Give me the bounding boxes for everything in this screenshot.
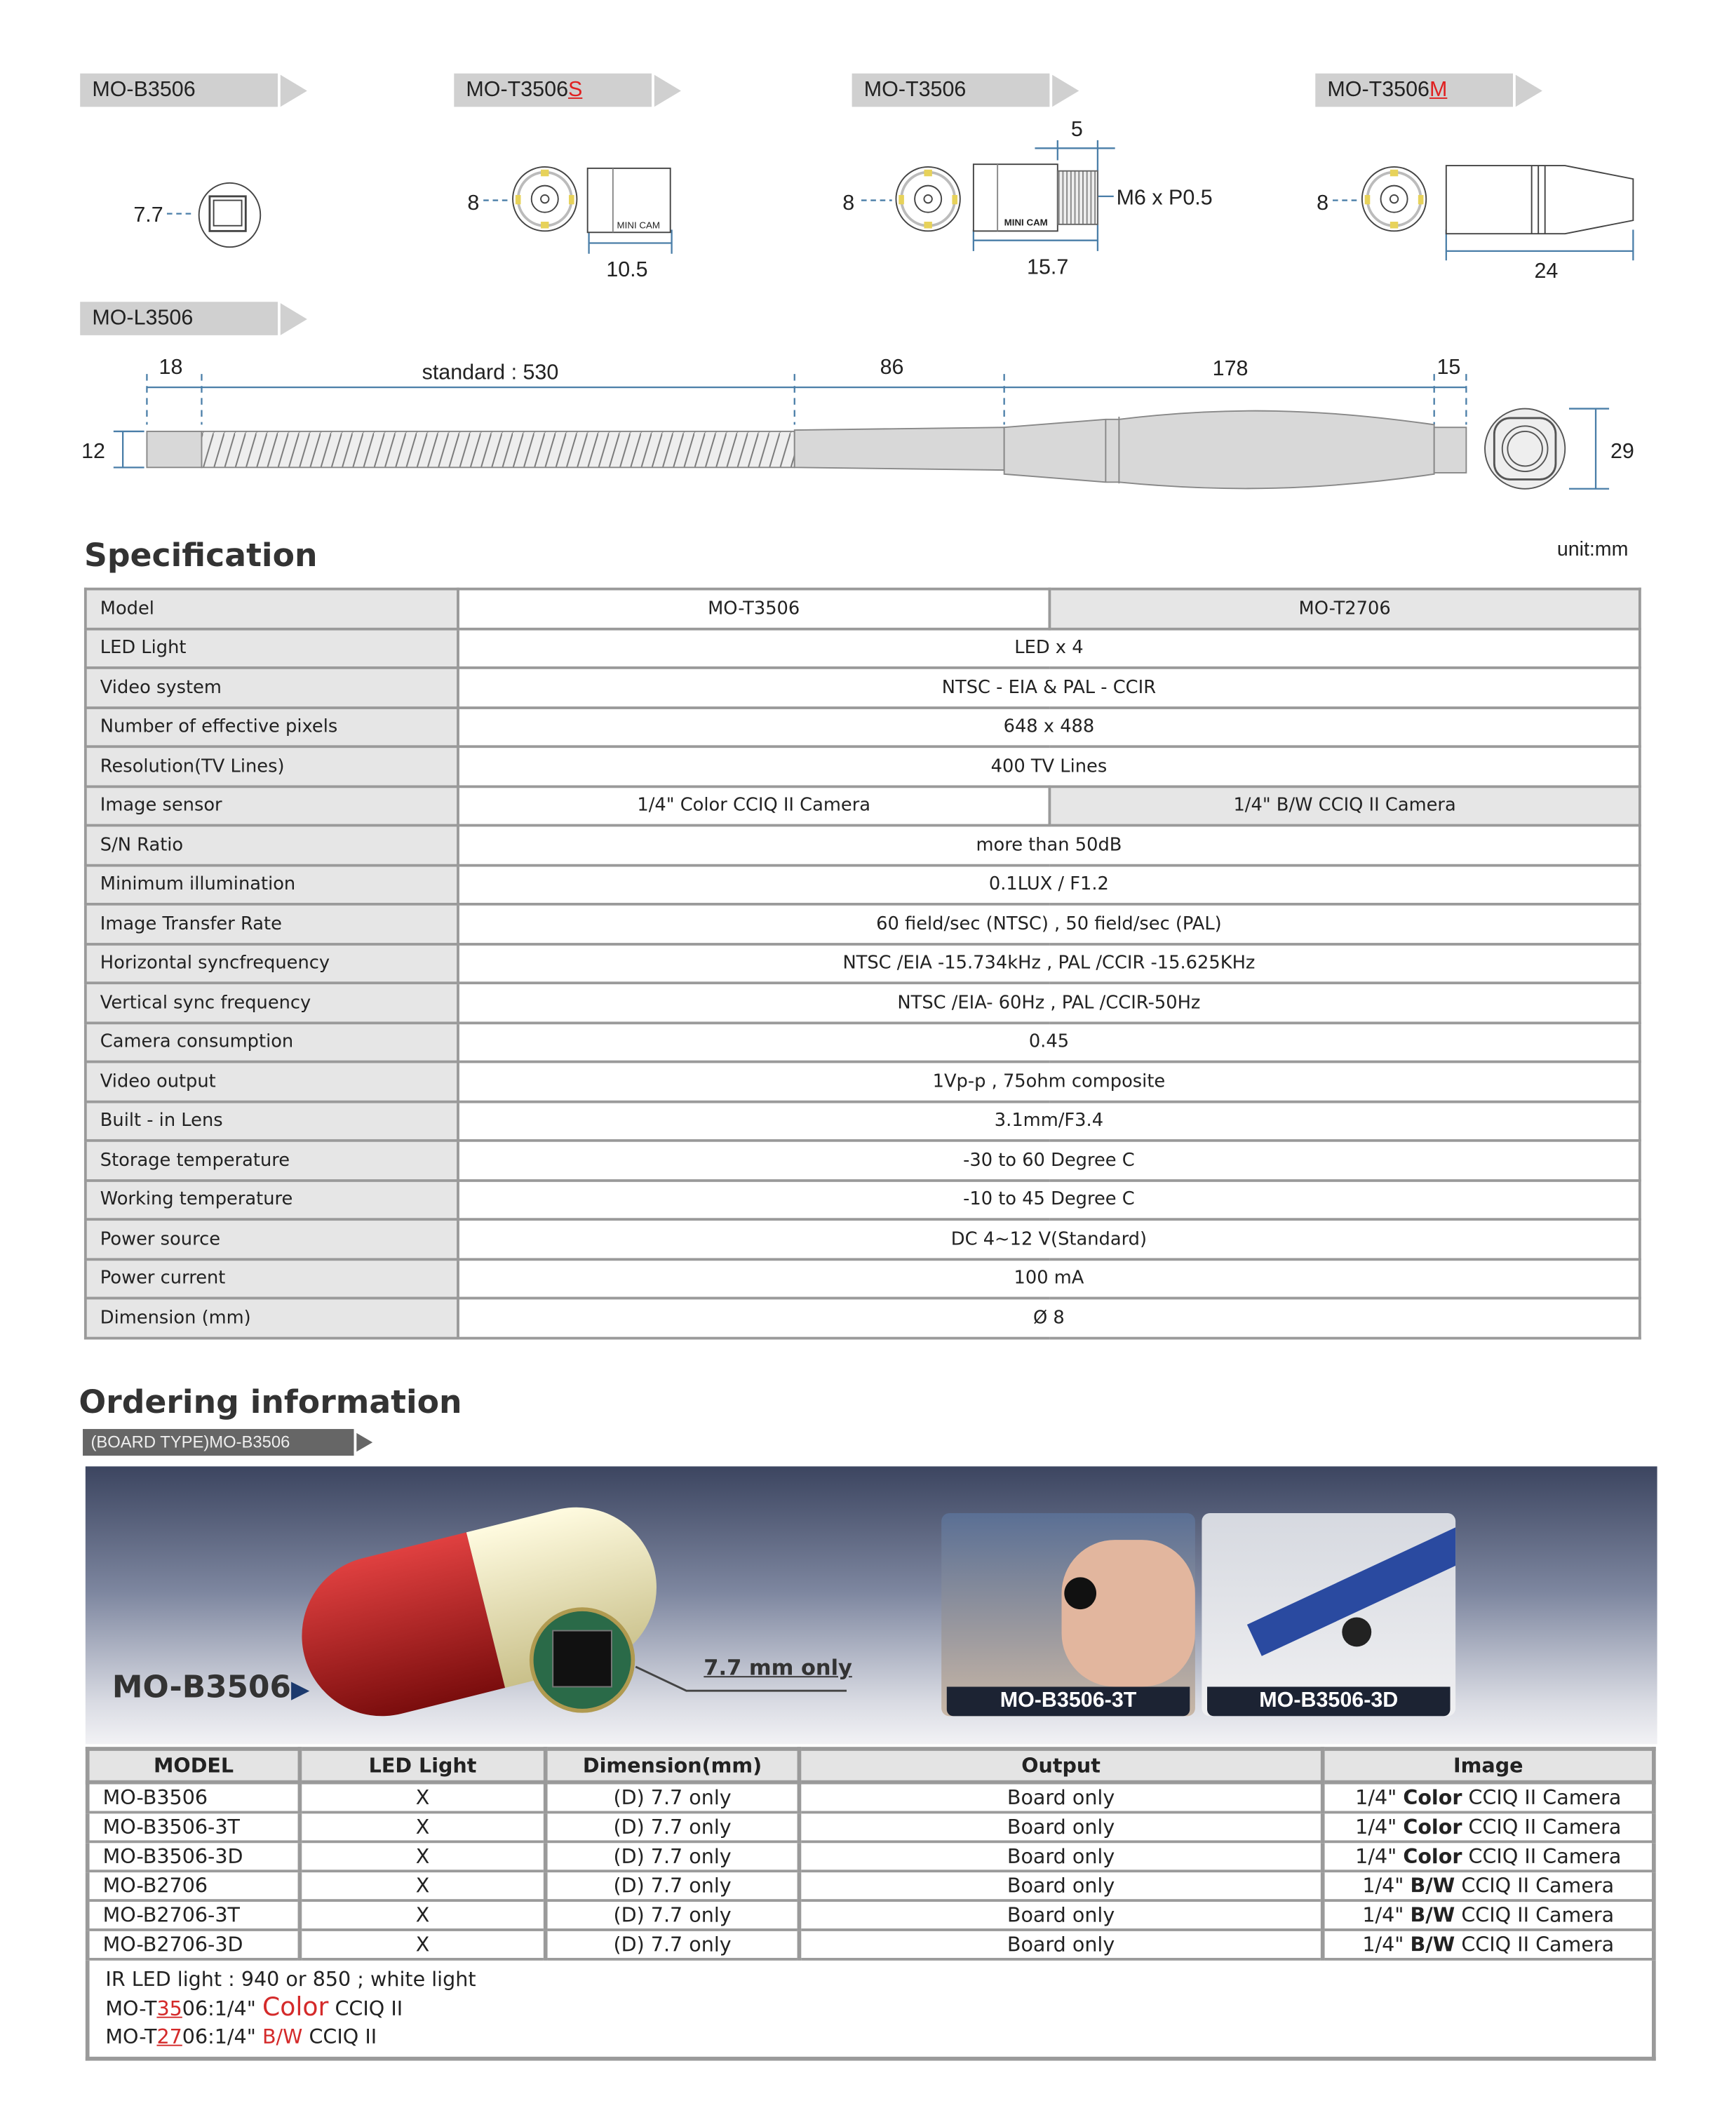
dim-face: 8 (1317, 190, 1329, 215)
model-tag-l3506: MO-L3506 (80, 302, 307, 335)
photo-b3506-3d: MO-B3506-3D (1202, 1513, 1455, 1716)
ordering-notes (86, 1961, 1656, 2061)
dimension-drawings (0, 0, 1736, 521)
ordering-title: Ordering information (79, 1383, 462, 1421)
table-row: Image sensor 1/4" Color CCIQ II Camera 1/4" B/W CCIQ II Camera (86, 786, 1640, 825)
dim-end-face: 29 (1610, 439, 1634, 464)
note-color: MO-T3506:1/4" Color CCIQ II (105, 1992, 403, 2022)
dim-gooseneck: standard : 530 (422, 360, 559, 384)
body-print: MINI CAM (1004, 217, 1048, 228)
table-row: Vertical sync frequency NTSC /EIA- 60Hz , PAL /CCIR-50Hz (86, 983, 1640, 1022)
table-row: Video system NTSC - EIA & PAL - CCIR (86, 668, 1640, 707)
table-row: Working temperature -10 to 45 Degree C (86, 1180, 1640, 1219)
table-row: Storage temperature -30 to 60 Degree C (86, 1141, 1640, 1180)
dim-face: 8 (467, 190, 480, 215)
note-bw: MO-T2706:1/4" B/W CCIQ II (105, 2025, 377, 2049)
unit-label: unit:mm (1556, 538, 1629, 561)
table-row: Number of effective pixels 648 x 488 (86, 707, 1640, 746)
model-tag-t3506: MO-T3506 (852, 74, 1079, 107)
table-row: MO-B3506-3T X (D) 7.7 only Board only 1/4" Color CCIQ II Camera (88, 1812, 1654, 1841)
table-row: MO-B2706-3T X (D) 7.7 only Board only 1/4" B/W CCIQ II Camera (88, 1900, 1654, 1929)
table-row: Dimension (mm) Ø 8 (86, 1298, 1640, 1337)
dim-thread: 5 (1070, 117, 1083, 142)
finger-image (1062, 1540, 1195, 1686)
body-print: MINI CAM (617, 220, 660, 231)
banner-model: MO-B3506▶ (112, 1670, 310, 1706)
size-note: 7.7 mm only (704, 1654, 852, 1680)
table-row: Horizontal syncfrequency NTSC /EIA -15.734kHz , PAL /CCIR -15.625KHz (86, 944, 1640, 983)
table-row: Model MO-T3506 MO-T2706 (86, 589, 1640, 629)
dim-neck: 86 (880, 355, 904, 380)
table-row: LED Light LED x 4 (86, 629, 1640, 668)
board-type-badge: (BOARD TYPE)MO-B3506 (83, 1429, 372, 1456)
model-tag-b3506: MO-B3506 (80, 74, 307, 107)
arrow-icon (356, 1433, 372, 1452)
dim-length: 10.5 (606, 257, 648, 282)
thread-spec: M6 x P0.5 (1116, 185, 1213, 210)
table-row: MO-B3506 X (D) 7.7 only Board only 1/4" Color CCIQ II Camera (88, 1783, 1654, 1812)
dim-length: 24 (1534, 258, 1559, 283)
dim-end: 15 (1436, 355, 1461, 380)
tag-text: MO-T3506 (466, 79, 569, 102)
table-row: S/N Ratio more than 50dB (86, 826, 1640, 865)
table-row: Image Transfer Rate 60 field/sec (NTSC) , 50 field/sec (PAL) (86, 904, 1640, 944)
table-header: MODEL LED Light Dimension(mm) Output Image (88, 1749, 1654, 1783)
ordering-table (86, 1747, 1656, 1960)
tag-suffix: S (568, 79, 583, 102)
table-row: MO-B2706-3D X (D) 7.7 only Board only 1/4" B/W CCIQ II Camera (88, 1929, 1654, 1959)
spec-title: Specification (83, 537, 318, 575)
tag-text: MO-T3506 (1327, 79, 1429, 102)
dim-diameter: 12 (81, 439, 106, 464)
table-row: Power current 100 mA (86, 1258, 1640, 1298)
table-row: MO-B2706 X (D) 7.7 only Board only 1/4" B/W CCIQ II Camera (88, 1870, 1654, 1900)
dim-face: 7.7 (133, 203, 163, 227)
table-row: Video output 1Vp-p , 75ohm composite (86, 1062, 1640, 1101)
dim-handle: 178 (1212, 356, 1249, 380)
table-row: MO-B3506-3D X (D) 7.7 only Board only 1/4" Color CCIQ II Camera (88, 1841, 1654, 1870)
table-row: Built - in Lens 3.1mm/F3.4 (86, 1101, 1640, 1141)
table-row: Minimum illumination 0.1LUX / F1.2 (86, 865, 1640, 904)
dim-face: 8 (842, 190, 855, 215)
photo-b3506-3t: MO-B3506-3T (941, 1513, 1195, 1716)
dim-length: 15.7 (1027, 255, 1069, 279)
spec-table (84, 588, 1641, 1339)
camera-image (1064, 1577, 1096, 1609)
dim-tip: 18 (159, 355, 183, 380)
camera-image (1342, 1618, 1371, 1647)
table-row: Resolution(TV Lines) 400 TV Lines (86, 746, 1640, 786)
tag-suffix: M (1429, 79, 1448, 102)
table-row: Camera consumption 0.45 (86, 1022, 1640, 1061)
table-row: Power source DC 4~12 V(Standard) (86, 1219, 1640, 1258)
arrow-icon: ▶ (290, 1676, 310, 1705)
note-ir-led: IR LED light : 940 or 850 ; white light (105, 1967, 476, 1992)
